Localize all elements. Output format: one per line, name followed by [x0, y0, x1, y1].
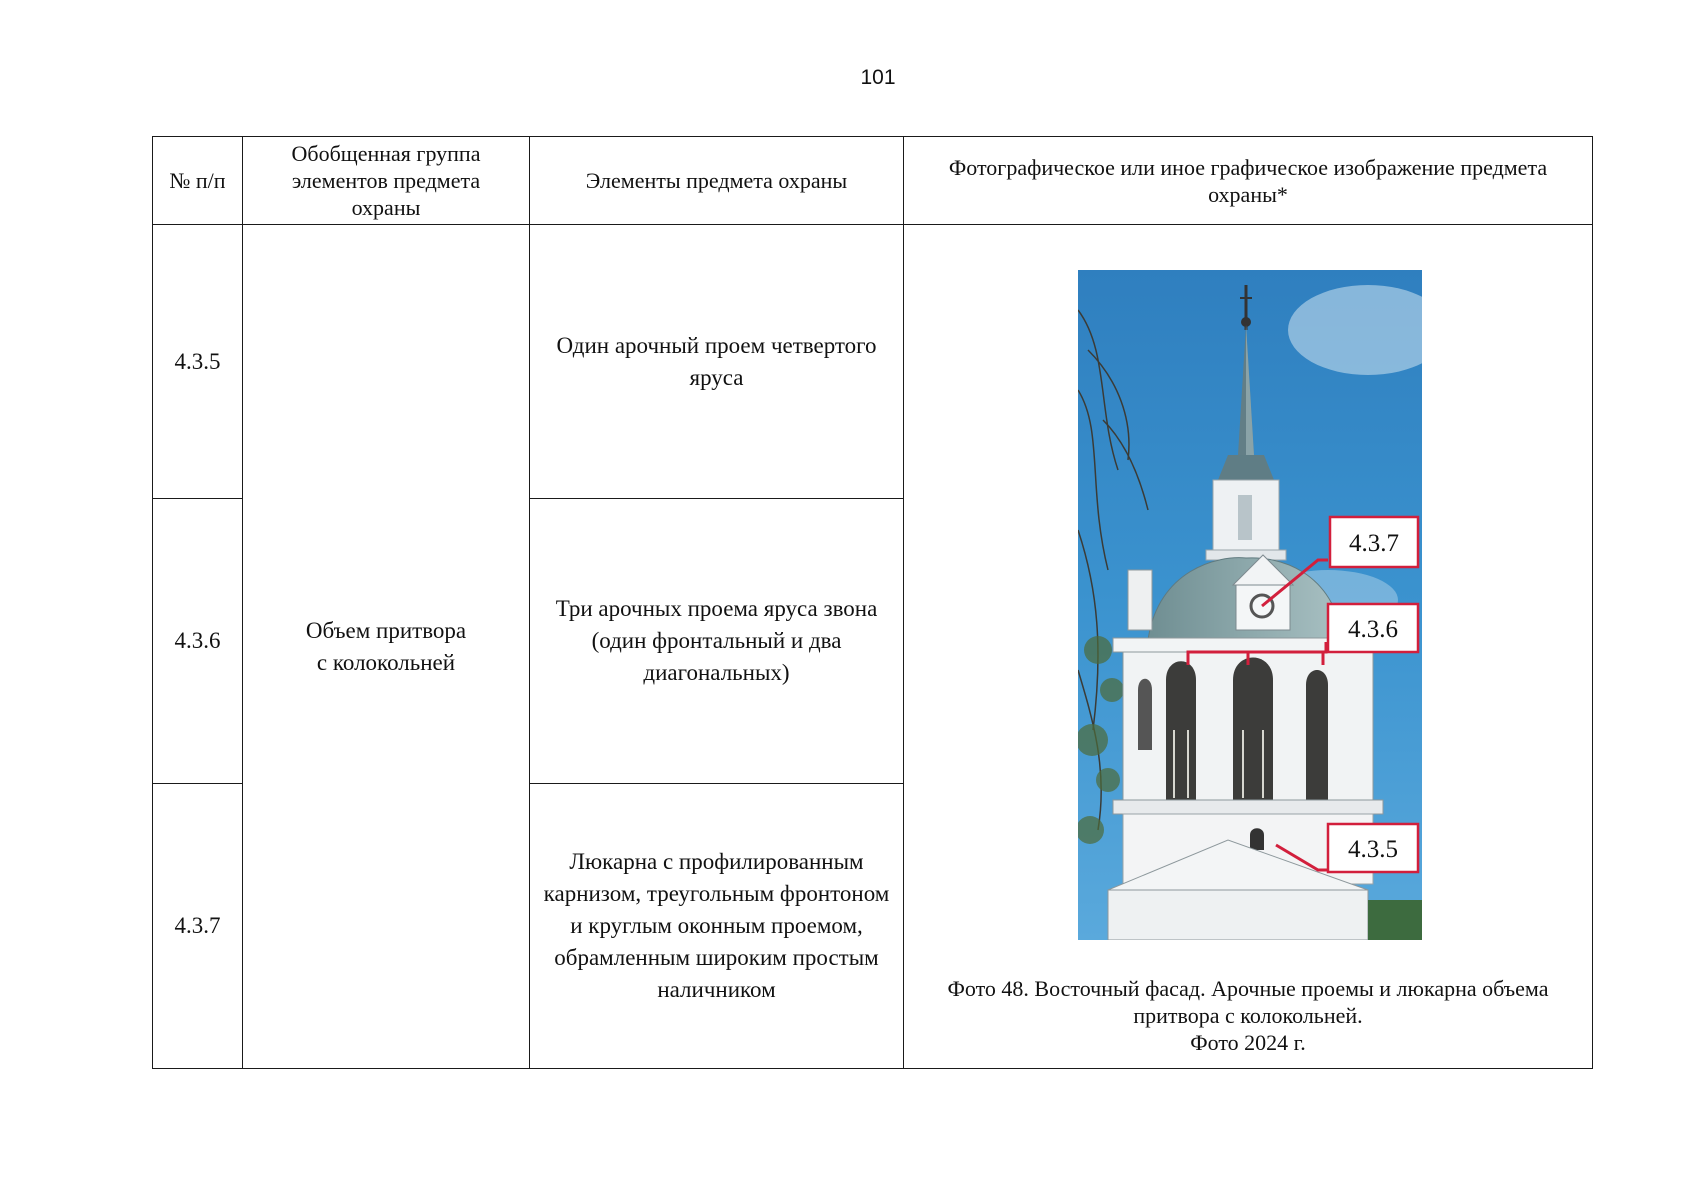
group-cell [243, 225, 530, 1069]
row-element: Три арочных проема яруса звона (один фронтальный и два диагональных) [530, 499, 904, 784]
row-element: Один арочный проем четвертого яруса [530, 225, 904, 499]
callout-4-3-7 [1330, 517, 1418, 567]
row-num: 4.3.6 [153, 499, 243, 784]
callout-label: 4.3.6 [1348, 616, 1398, 643]
row-num: 4.3.5 [153, 225, 243, 499]
callout-4-3-5 [1328, 824, 1418, 872]
header-group: Обобщенная группа элементов предмета охраны [243, 137, 530, 225]
header-elements: Элементы предмета охраны [530, 137, 904, 225]
photo-caption [912, 975, 1584, 1056]
table-header-row [153, 137, 1593, 225]
page-number: 101 [860, 66, 896, 89]
callout-label: 4.3.7 [1349, 530, 1399, 557]
group-line-1: Объем притвора [305, 617, 467, 643]
callout-label: 4.3.5 [1348, 836, 1398, 863]
fourth-tier-arch [1250, 828, 1264, 850]
caption-line-2: притвора с колокольней. [1133, 1003, 1363, 1028]
callout-4-3-6 [1328, 604, 1418, 652]
bell-tower-photo [1078, 270, 1422, 940]
table-row [153, 225, 1593, 499]
caption-line-1: Фото 48. Восточный фасад. Арочные проемы и люкарна объема [947, 976, 1549, 1001]
protection-elements-table [152, 136, 1593, 1069]
row-num: 4.3.7 [153, 784, 243, 1069]
image-cell [904, 225, 1593, 1069]
header-image: Фотографическое или иное графическое изображение предмета охраны* [904, 137, 1593, 225]
foliage [1368, 900, 1422, 940]
caption-line-3: Фото 2024 г. [1190, 1030, 1306, 1055]
bell-tower-illustration [1078, 270, 1422, 940]
header-num: № п/п [153, 137, 243, 225]
row-element: Люкарна с профилированным карнизом, треугольным фронтоном и круглым оконным проемом, обрамленным широким простым наличником [530, 784, 904, 1069]
group-line-2: с колокольней [316, 649, 456, 675]
